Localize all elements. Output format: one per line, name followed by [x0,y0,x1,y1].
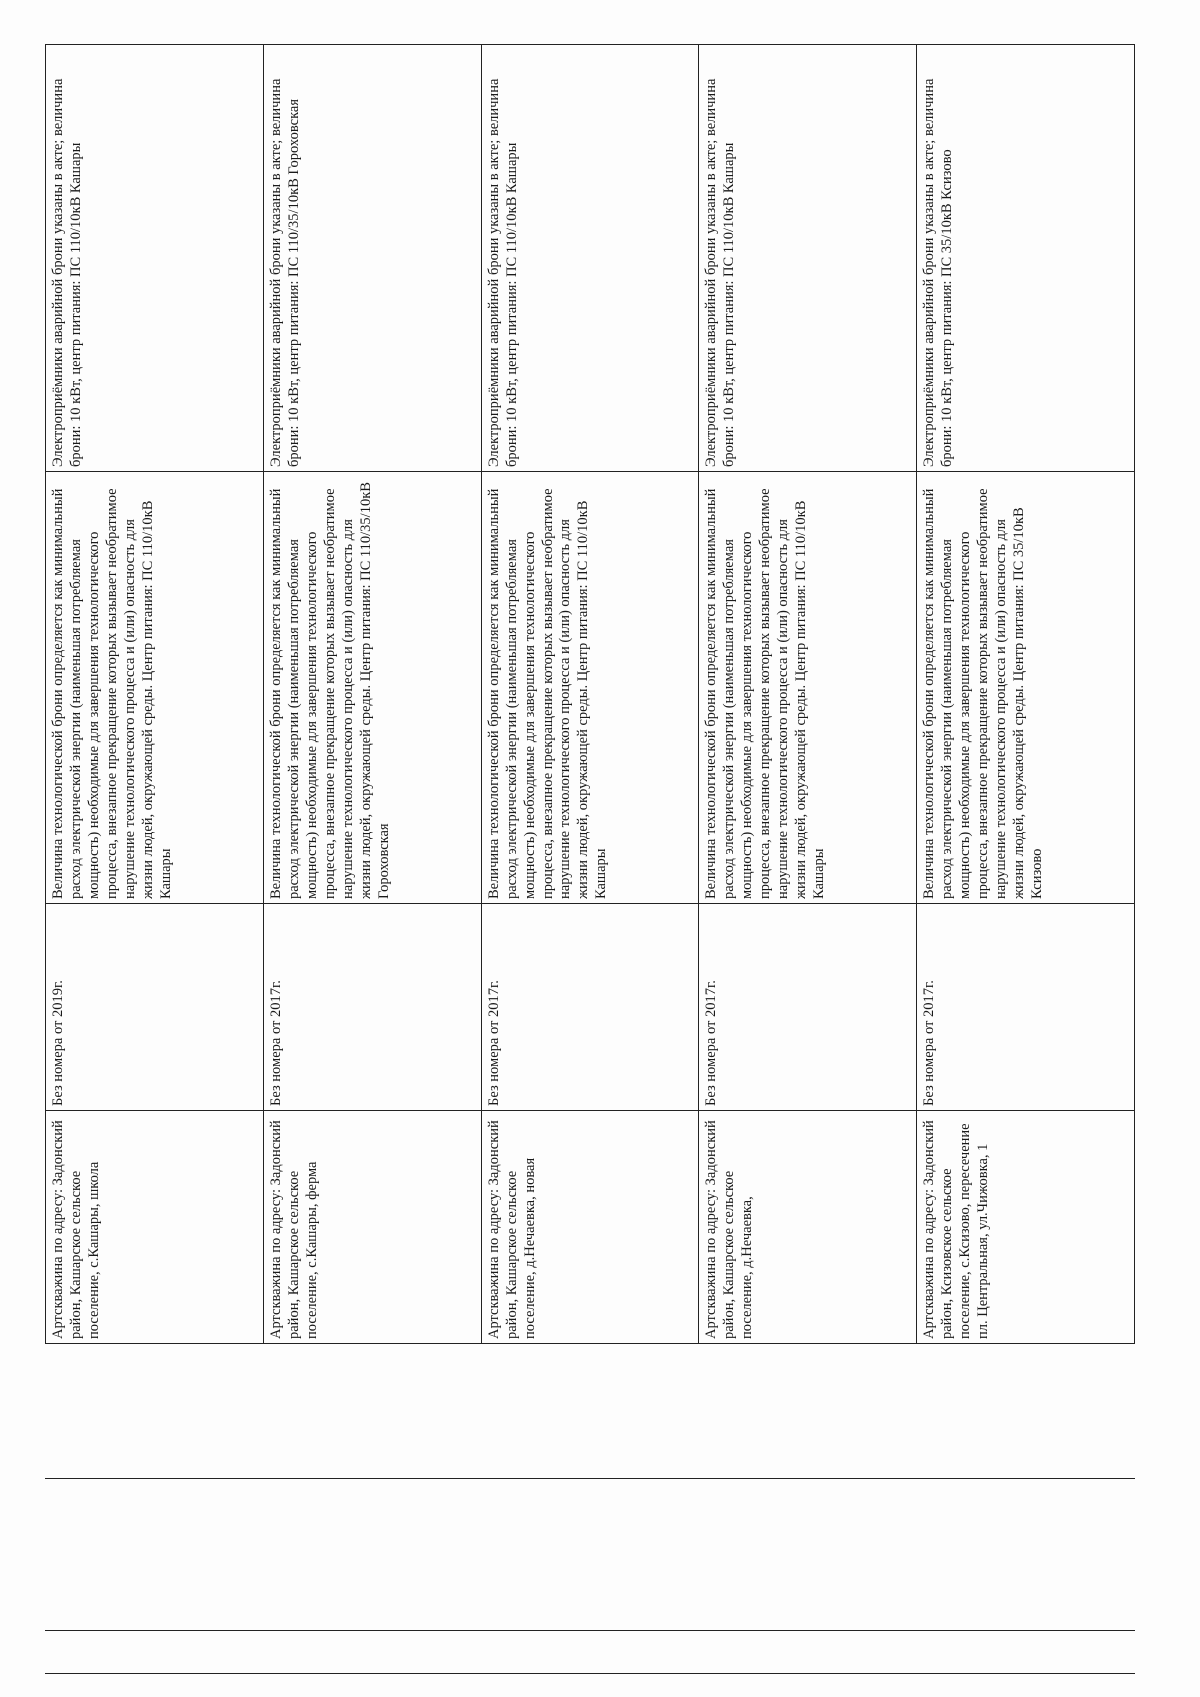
act-reference-cell: Без номера от 2017г. [481,904,699,1111]
act-reference-cell: Без номера от 2017г. [263,904,481,1111]
act-reference-cell: Без номера от 2017г. [699,904,917,1111]
emergency-reserve-cell: Электроприёмники аварийной брони указаны в акте; величина брони: 10 кВт, центр питания: ПС 110/35/10кВ Гороховская [263,45,481,472]
object-address-cell: Артскважина по адресу: Задонский район, Кашарское сельское поселение, с.Кашары, ферма [263,1111,481,1344]
emergency-reserve-cell: Электроприёмники аварийной брони указаны в акте; величина брони: 10 кВт, центр питания: ПС 35/10кВ Ксизово [917,45,1135,472]
horizontal-divider [45,1478,1135,1479]
rotated-table-area [45,44,1135,1344]
table-row [481,45,699,1344]
reservation-acts-table [45,44,1135,1344]
emergency-reserve-cell: Электроприёмники аварийной брони указаны в акте; величина брони: 10 кВт, центр питания: ПС 110/10кВ Кашары [481,45,699,472]
emergency-reserve-cell: Электроприёмники аварийной брони указаны в акте; величина брони: 10 кВт, центр питания: ПС 110/10кВ Кашары [699,45,917,472]
technological-reserve-cell: Величина технологической брони определяется как минимальный расход электрической энергии (наименьшая потребляемая мощность) необходимые для завершения технологического процесса, внезапное прекращение которых вызывает необратимое нарушение технологического процесса и (или) опасность для жизни людей, окружающей среды. Центр питания: ПС 110/10кВ Кашары [46,472,264,904]
table-row [917,45,1135,1344]
table-row [699,45,917,1344]
object-address-cell: Артскважина по адресу: Задонский район, Кашарское сельское поселение, с.Кашары, школа [46,1111,264,1344]
technological-reserve-cell: Величина технологической брони определяется как минимальный расход электрической энергии (наименьшая потребляемая мощность) необходимые для завершения технологического процесса, внезапное прекращение которых вызывает необратимое нарушение технологического процесса и (или) опасность для жизни людей, окружающей среды. Центр питания: ПС 110/10кВ Кашары [481,472,699,904]
technological-reserve-cell: Величина технологической брони определяется как минимальный расход электрической энергии (наименьшая потребляемая мощность) необходимые для завершения технологического процесса, внезапное прекращение которых вызывает необратимое нарушение технологического процесса и (или) опасность для жизни людей, окружающей среды. Центр питания: ПС 110/35/10кВ Гороховская [263,472,481,904]
table-row [263,45,481,1344]
object-address-cell: Артскважина по адресу: Задонский район, Кашарское сельское поселение, д.Нечаевка, новая [481,1111,699,1344]
rotated-table-frame [45,44,1135,1344]
technological-reserve-cell: Величина технологической брони определяется как минимальный расход электрической энергии (наименьшая потребляемая мощность) необходимые для завершения технологического процесса, внезапное прекращение которых вызывает необратимое нарушение технологического процесса и (или) опасность для жизни людей, окружающей среды. Центр питания: ПС 35/10кВ Ксизово [917,472,1135,904]
horizontal-divider [45,1630,1135,1631]
act-reference-cell: Без номера от 2019г. [46,904,264,1111]
technological-reserve-cell: Величина технологической брони определяется как минимальный расход электрической энергии (наименьшая потребляемая мощность) необходимые для завершения технологического процесса, внезапное прекращение которых вызывает необратимое нарушение технологического процесса и (или) опасность для жизни людей, окружающей среды. Центр питания: ПС 110/10кВ Кашары [699,472,917,904]
object-address-cell: Артскважина по адресу: Задонский район, Ксизовское сельское поселение, с.Ксизово, пересечение пл. Центральная, ул.Чижовка, 1 [917,1111,1135,1344]
object-address-cell: Артскважина по адресу: Задонский район, Кашарское сельское поселение, д.Нечаевка, [699,1111,917,1344]
act-reference-cell: Без номера от 2017г. [917,904,1135,1111]
emergency-reserve-cell: Электроприёмники аварийной брони указаны в акте; величина брони: 10 кВт, центр питания: ПС 110/10кВ Кашары [46,45,264,472]
table-row [46,45,264,1344]
horizontal-divider [45,1673,1135,1674]
